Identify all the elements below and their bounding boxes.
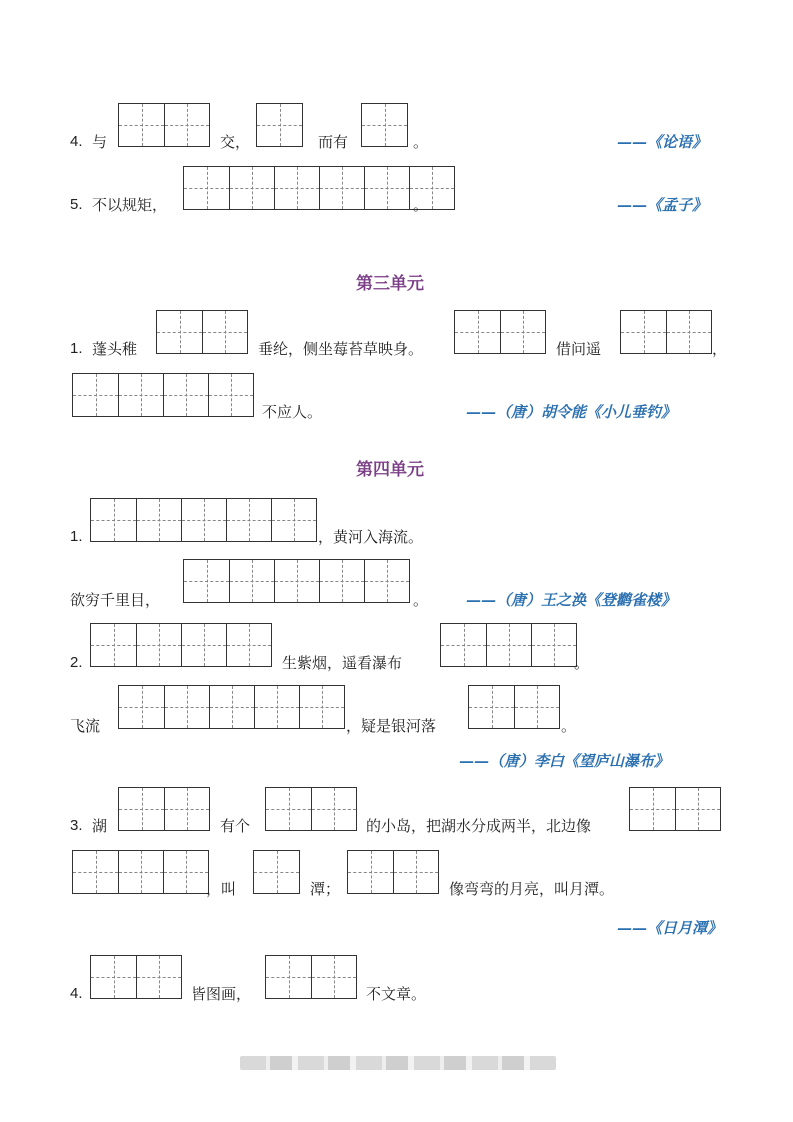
answer-grid[interactable] <box>118 685 345 729</box>
question-text: ，叫 <box>206 880 237 898</box>
answer-cell[interactable] <box>91 499 136 541</box>
answer-grid[interactable] <box>90 498 317 542</box>
answer-cell[interactable] <box>208 374 253 416</box>
answer-cell[interactable] <box>163 851 208 893</box>
answer-cell[interactable] <box>666 311 711 353</box>
answer-cell[interactable] <box>514 686 559 728</box>
question-text: 。 <box>413 196 429 214</box>
answer-grid[interactable] <box>620 310 712 354</box>
answer-grid[interactable] <box>90 623 272 667</box>
answer-cell[interactable] <box>266 956 311 998</box>
answer-cell[interactable] <box>362 104 407 146</box>
answer-cell[interactable] <box>675 788 720 830</box>
question-text: 而有 <box>318 133 349 151</box>
question-text: 。 <box>574 654 590 672</box>
answer-cell[interactable] <box>184 167 229 209</box>
answer-grid[interactable] <box>629 787 721 831</box>
answer-grid[interactable] <box>72 850 209 894</box>
source-citation: ——（唐）胡令能《小儿垂钓》 <box>466 403 677 421</box>
question-text: 有个 <box>220 817 251 835</box>
answer-cell[interactable] <box>319 560 364 602</box>
question-number: 1. <box>70 340 83 357</box>
answer-cell[interactable] <box>181 499 226 541</box>
answer-cell[interactable] <box>181 624 226 666</box>
answer-cell[interactable] <box>254 851 299 893</box>
answer-cell[interactable] <box>91 624 136 666</box>
source-citation: ——《孟子》 <box>617 196 708 214</box>
answer-grid[interactable] <box>72 373 254 417</box>
answer-grid[interactable] <box>347 850 439 894</box>
question-text: 。 <box>413 133 429 151</box>
answer-cell[interactable] <box>91 956 136 998</box>
question-number: 1. <box>70 528 83 545</box>
answer-cell[interactable] <box>164 104 209 146</box>
question-text: 借问遥 <box>556 340 602 358</box>
answer-cell[interactable] <box>319 167 364 209</box>
answer-cell[interactable] <box>393 851 438 893</box>
answer-cell[interactable] <box>441 624 486 666</box>
answer-cell[interactable] <box>164 788 209 830</box>
question-text: 像弯弯的月亮，叫月潭。 <box>449 880 615 898</box>
question-number: 4. <box>70 133 83 150</box>
question-text: ，疑是银河落 <box>346 717 437 735</box>
answer-grid[interactable] <box>183 559 410 603</box>
answer-grid[interactable] <box>265 955 357 999</box>
answer-cell[interactable] <box>136 956 181 998</box>
question-text: 皆图画， <box>191 985 252 1003</box>
question-text: 欲穷千里目， <box>70 591 161 609</box>
answer-grid[interactable] <box>253 850 300 894</box>
question-text: ， <box>712 340 728 358</box>
answer-cell[interactable] <box>364 167 409 209</box>
question-text: 交， <box>220 133 251 151</box>
question-text: 不文章。 <box>366 985 427 1003</box>
answer-cell[interactable] <box>271 499 316 541</box>
answer-grid[interactable] <box>361 103 408 147</box>
answer-cell[interactable] <box>136 499 181 541</box>
question-text: 垂纶，侧坐莓苔草映身。 <box>258 340 424 358</box>
answer-grid[interactable] <box>265 787 357 831</box>
question-text: 飞流 <box>70 717 101 735</box>
answer-cell[interactable] <box>229 167 274 209</box>
answer-cell[interactable] <box>118 374 163 416</box>
answer-cell[interactable] <box>455 311 500 353</box>
question-text: 潭； <box>310 880 341 898</box>
answer-grid[interactable] <box>118 103 210 147</box>
answer-cell[interactable] <box>226 499 271 541</box>
answer-cell[interactable] <box>274 560 319 602</box>
answer-grid[interactable] <box>440 623 577 667</box>
answer-grid[interactable] <box>118 787 210 831</box>
answer-cell[interactable] <box>348 851 393 893</box>
question-number: 2. <box>70 654 83 671</box>
answer-cell[interactable] <box>257 104 302 146</box>
answer-cell[interactable] <box>229 560 274 602</box>
answer-cell[interactable] <box>136 624 181 666</box>
question-text: 。 <box>413 591 429 609</box>
answer-cell[interactable] <box>266 788 311 830</box>
answer-cell[interactable] <box>226 624 271 666</box>
answer-cell[interactable] <box>630 788 675 830</box>
answer-cell[interactable] <box>299 686 344 728</box>
answer-cell[interactable] <box>73 374 118 416</box>
answer-grid[interactable] <box>156 310 248 354</box>
answer-grid[interactable] <box>256 103 303 147</box>
answer-cell[interactable] <box>184 560 229 602</box>
question-text: 的小岛，把湖水分成两半，北边像 <box>366 817 592 835</box>
answer-cell[interactable] <box>500 311 545 353</box>
answer-cell[interactable] <box>119 686 164 728</box>
answer-cell[interactable] <box>119 788 164 830</box>
unit-heading: 第四单元 <box>356 460 424 480</box>
question-text: 不应人。 <box>262 403 323 421</box>
answer-cell[interactable] <box>274 167 319 209</box>
source-citation: ——（唐）李白《望庐山瀑布》 <box>459 752 670 770</box>
answer-cell[interactable] <box>118 851 163 893</box>
answer-cell[interactable] <box>486 624 531 666</box>
question-number: 3. <box>70 817 83 834</box>
answer-grid[interactable] <box>90 955 182 999</box>
answer-cell[interactable] <box>364 560 409 602</box>
question-text: 蓬头稚 <box>92 340 138 358</box>
answer-cell[interactable] <box>621 311 666 353</box>
answer-cell[interactable] <box>311 788 356 830</box>
question-text: 生紫烟，遥看瀑布 <box>282 654 403 672</box>
answer-cell[interactable] <box>254 686 299 728</box>
answer-grid[interactable] <box>468 685 560 729</box>
answer-cell[interactable] <box>73 851 118 893</box>
answer-grid[interactable] <box>454 310 546 354</box>
source-citation: ——《论语》 <box>617 133 708 151</box>
answer-cell[interactable] <box>164 686 209 728</box>
answer-cell[interactable] <box>202 311 247 353</box>
blurred-footer <box>240 1056 556 1070</box>
answer-cell[interactable] <box>119 104 164 146</box>
source-citation: ——（唐）王之涣《登鹳雀楼》 <box>466 591 677 609</box>
question-text: ，黄河入海流。 <box>318 528 424 546</box>
question-text: 与 <box>92 133 108 151</box>
answer-cell[interactable] <box>163 374 208 416</box>
question-text: 湖 <box>92 817 108 835</box>
answer-cell[interactable] <box>157 311 202 353</box>
question-text: 。 <box>561 717 577 735</box>
question-number: 4. <box>70 985 83 1002</box>
source-citation: ——《日月潭》 <box>617 919 723 937</box>
answer-cell[interactable] <box>469 686 514 728</box>
question-number: 5. <box>70 196 83 213</box>
unit-heading: 第三单元 <box>356 274 424 294</box>
answer-cell[interactable] <box>311 956 356 998</box>
question-text: 不以规矩， <box>92 196 168 214</box>
answer-cell[interactable] <box>531 624 576 666</box>
answer-cell[interactable] <box>209 686 254 728</box>
